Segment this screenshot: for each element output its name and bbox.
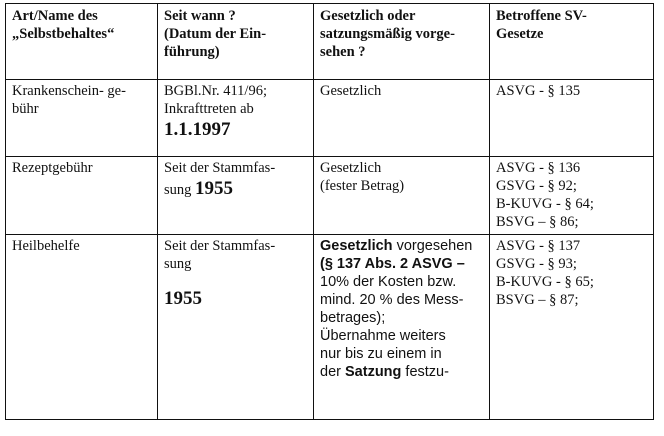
cell-text: GSVG - § 93; bbox=[496, 256, 577, 272]
cell-text: festzu- bbox=[405, 364, 449, 380]
header-text: Gesetze bbox=[496, 26, 544, 42]
cell-laws bbox=[490, 80, 654, 157]
cell-text: Gesetzlich bbox=[320, 238, 393, 254]
cell-text: betrages); bbox=[320, 310, 386, 326]
cell-text: sung bbox=[164, 182, 192, 198]
header-text: (Datum der Ein- bbox=[164, 26, 267, 42]
cell-text: Seit der Stammfas- bbox=[164, 238, 276, 254]
cell-text: 10% der Kosten bzw. bbox=[320, 274, 457, 290]
cell-text: (fester Betrag) bbox=[320, 178, 405, 194]
cell-text: B-KUVG - § 64; bbox=[496, 196, 594, 212]
cell-text: ASVG - § 136 bbox=[496, 160, 581, 176]
cell-text: Gesetzlich bbox=[320, 83, 382, 99]
header-seit-wann bbox=[158, 4, 314, 80]
cell-text: BSVG – § 87; bbox=[496, 292, 579, 308]
table-row bbox=[6, 157, 654, 235]
cell-name bbox=[6, 235, 158, 420]
cell-text: Heilbehelfe bbox=[12, 238, 80, 254]
header-text: führung) bbox=[164, 44, 220, 60]
cell-text-line bbox=[164, 177, 307, 201]
cell-since bbox=[158, 235, 314, 420]
cell-text: nur bis zu einem in bbox=[320, 346, 442, 362]
cell-text: (§ 137 Abs. 2 ASVG – bbox=[320, 256, 465, 272]
cell-text: Rezeptgebühr bbox=[12, 160, 93, 176]
cell-text: BSVG – § 86; bbox=[496, 214, 579, 230]
cell-text: ASVG - § 137 bbox=[496, 238, 581, 254]
cell-text: sung bbox=[164, 256, 192, 272]
header-text: Betroffene SV- bbox=[496, 8, 587, 24]
cell-text: BGBl.Nr. 411/96; bbox=[164, 83, 267, 99]
since-year: 1955 bbox=[164, 288, 202, 309]
cell-name bbox=[6, 157, 158, 235]
since-year: 1955 bbox=[195, 178, 234, 199]
cell-laws bbox=[490, 235, 654, 420]
cell-name bbox=[6, 80, 158, 157]
header-row bbox=[6, 4, 654, 80]
header-art-name bbox=[6, 4, 158, 80]
cell-text: Inkrafttreten ab bbox=[164, 101, 254, 117]
header-text: sehen ? bbox=[320, 44, 366, 60]
cell-text: Krankenschein- ge- bbox=[12, 83, 126, 99]
header-text: Gesetzlich oder bbox=[320, 8, 416, 24]
cell-text: B-KUVG - § 65; bbox=[496, 274, 594, 290]
table-row bbox=[6, 235, 654, 420]
header-text: „Selbstbehaltes“ bbox=[12, 26, 115, 42]
header-sv-gesetze bbox=[490, 4, 654, 80]
cell-text: Satzung bbox=[345, 364, 402, 380]
cell-since bbox=[158, 157, 314, 235]
cell-text: Übernahme weiters bbox=[320, 328, 446, 344]
cell-text-line bbox=[320, 363, 483, 381]
cell-text: ASVG - § 135 bbox=[496, 83, 581, 99]
cell-legal bbox=[314, 157, 490, 235]
cell-laws bbox=[490, 157, 654, 235]
header-text: satzungsmäßig vorge- bbox=[320, 26, 455, 42]
since-date: 1.1.1997 bbox=[164, 119, 231, 140]
cell-text: der bbox=[320, 364, 341, 380]
cell-text-line bbox=[320, 237, 483, 255]
cell-legal bbox=[314, 235, 490, 420]
table-row bbox=[6, 80, 654, 157]
cell-text: vorgesehen bbox=[396, 238, 473, 254]
cell-text: Gesetzlich bbox=[320, 160, 382, 176]
cell-legal bbox=[314, 80, 490, 157]
cell-text: mind. 20 % des Mess- bbox=[320, 292, 464, 308]
header-gesetzlich bbox=[314, 4, 490, 80]
header-text: Seit wann ? bbox=[164, 8, 236, 24]
cell-since bbox=[158, 80, 314, 157]
selbstbehalte-table bbox=[5, 3, 654, 420]
header-text: Art/Name des bbox=[12, 8, 98, 24]
cell-text: GSVG - § 92; bbox=[496, 178, 577, 194]
cell-text: bühr bbox=[12, 101, 39, 117]
cell-text: Seit der Stammfas- bbox=[164, 160, 276, 176]
